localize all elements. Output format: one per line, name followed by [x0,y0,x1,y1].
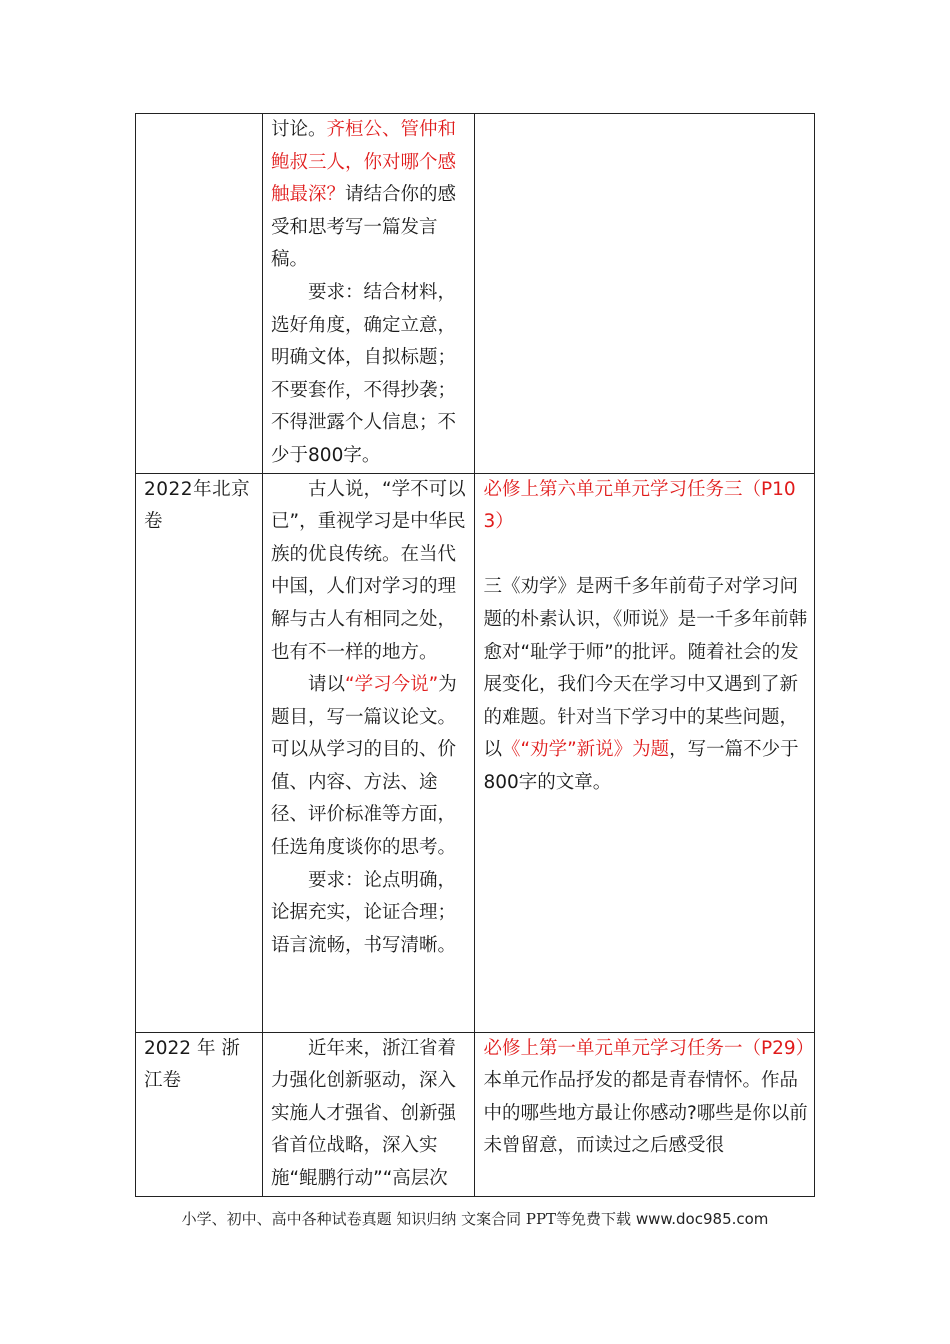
comparison-table [135,113,815,1197]
paragraph [271,114,468,277]
body-text: 请结合你的感受和思考写一篇发言稿。 [271,184,457,271]
highlighted-text: 齐桓公、管仲和鲍叔三人，你对哪个感触最深？ [271,119,457,206]
body-text: 请以 [308,674,346,696]
paragraph [271,865,468,963]
paragraph [271,277,468,473]
paragraph [271,669,468,865]
prompt-cell [263,114,475,474]
body-text: 要求：结合材料，选好角度，确定立意，明确文体，自拟标题；不要套作，不得抄袭；不得泄露个人信息；不少于800字。 [271,281,457,466]
body-text: 要求：论点明确，论据充实，论证合理；语言流畅，书写清晰。 [271,869,457,956]
prompt-cell [263,1032,475,1196]
highlighted-text: 必修上第一单元单元学习任务一（P29） [483,1037,815,1059]
textbook-cell [475,473,815,1032]
highlighted-text: “学习今说” [345,674,439,696]
year-cell [136,114,263,474]
body-text: 本单元作品抒发的都是青春情怀。作品中的哪些地方最让你感动?哪些是你以前未曾留意，而读过之后感受很 [483,1070,808,1157]
body-text: 古人说，“学不可以已”，重视学习是中华民族的优良传统。在当代中国，人们对学习的理解与古人有相同之处，也有不一样的地方。 [271,478,466,663]
blank-line [483,539,808,572]
body-text: ，写一篇不少于800字的文章。 [483,739,799,793]
body-text: 为题目，写一篇议论文。可以从学习的目的、价值、内容、方法、途径、评价标准等方面，任选角度谈你的思考。 [271,674,457,859]
body-text: 三《劝学》是两千多年前荀子对学习问题的朴素认识，《师说》是一千多年前韩愈对“耻学于师”的批评。随着社会的发展变化，我们今天在学习中又遇到了新的难题。针对当下学习中的某些问题，以 [483,576,808,761]
paragraph [483,1065,808,1163]
prompt-cell [263,473,475,1032]
footer-text: 小学、初中、高中各种试卷真题 知识归纳 文案合同 PPT等免费下载 [181,1210,632,1228]
footer-site: www.doc985.com [635,1210,769,1228]
textbook-cell [475,1032,815,1196]
table-row [136,473,815,1032]
year-cell: 2022 年 浙 江卷 [136,1032,263,1196]
body-text: 近年来，浙江省着力强化创新驱动，深入实施人才强省、创新强省首位战略，深入实施“鲲鹏行动”“高层次 [271,1037,457,1189]
paragraph [271,474,468,670]
paragraph [271,1033,468,1196]
textbook-cell [475,114,815,474]
table-row [136,114,815,474]
body-text: 讨论。 [271,119,327,140]
highlighted-text: 《“劝学”新说》为题 [502,739,670,761]
page-footer [0,1208,950,1229]
table-row [136,1032,815,1196]
highlighted-text: 必修上第六单元单元学习任务三（P103） [483,478,796,533]
paragraph [483,474,808,539]
year-cell: 2022年北京卷 [136,473,263,1032]
paragraph [483,571,808,799]
paragraph [483,1033,815,1066]
